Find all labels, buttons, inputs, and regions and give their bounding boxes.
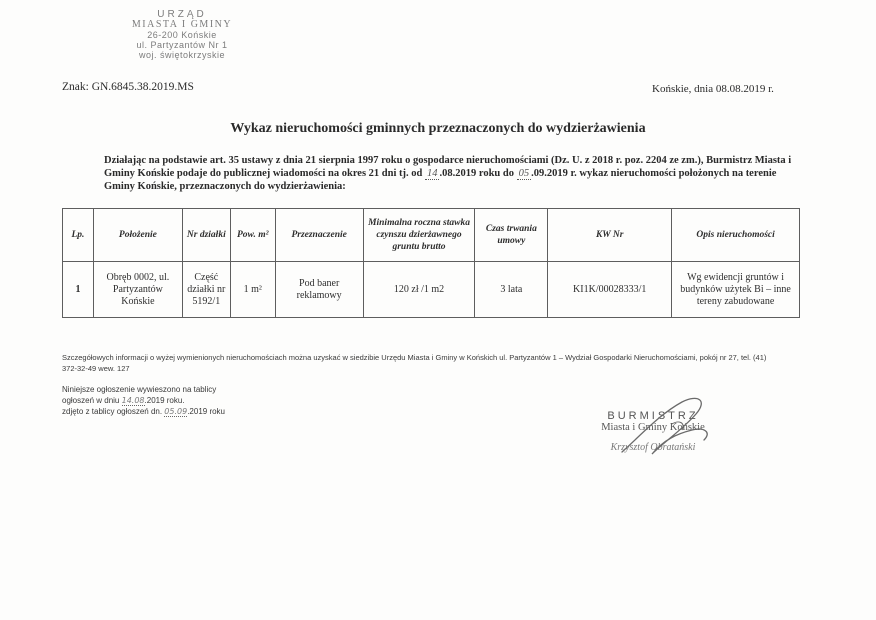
office-stamp xyxy=(112,10,252,60)
document-date: Końskie, dnia 08.08.2019 r. xyxy=(652,83,774,95)
column-header-location: Położenie xyxy=(93,209,182,262)
stamp-line: URZĄD xyxy=(157,9,207,20)
column-header-lp: Lp. xyxy=(63,209,94,262)
column-header-purpose: Przeznaczenie xyxy=(275,209,363,262)
intro-text: .09.2019 r. wykaz nieruchomości położonych na terenie Gminy Końskie, przeznaczonych do wydzierżawienia: xyxy=(104,168,777,192)
document-title: Wykaz nieruchomości gminnych przeznaczonych do wydzierżawienia xyxy=(230,121,646,136)
column-header-rent: Minimalna roczna stawka czynszu dzierżawnego gruntu brutto xyxy=(363,209,475,262)
date-from-fill: 14 xyxy=(426,168,438,179)
posting-text: zdjęto z tablicy ogłoszeń dn. xyxy=(62,407,163,416)
table-row xyxy=(63,262,800,318)
posting-line xyxy=(62,406,225,417)
column-header-duration: Czas trwania umowy xyxy=(475,209,548,262)
cell-description: Wg ewidencji gruntów i budynków użytek Bi – inne tereny zabudowane xyxy=(672,262,800,318)
contact-info: Szczegółowych informacji o wyżej wymienionych nieruchomościach można uzyskać w siedzibie Urzędu Miasta i Gminy w Końskich ul. Partyzantów 1 – Wydział Gospodarki Nieruchomościami, pokój nr 27, tel. (41) 372-32-49 wew. 127 xyxy=(62,353,767,373)
column-header-description: Opis nieruchomości xyxy=(672,209,800,262)
reference-number: Znak: GN.6845.38.2019.MS xyxy=(62,81,194,93)
cell-rent: 120 zł /1 m2 xyxy=(363,262,475,318)
mayor-title: BURMISTRZ xyxy=(607,410,699,422)
intro-text: .08.2019 roku do xyxy=(439,168,514,179)
intro-text: Działając na podstawie art. 35 ustawy z dnia 21 sierpnia 1997 roku o gospodarce nieruchomościami (Dz. U. z 2018 r. poz. 2204 ze zm.), Burmistrz Miasta i Gminy Końskie podaje do publicznej wiadomości na okres 21 dni tj. od xyxy=(104,155,792,179)
posting-text: .2019 roku. xyxy=(144,396,185,405)
stamp-line: ul. Partyzantów Nr 1 xyxy=(136,40,228,50)
column-header-plot-number: Nr działki xyxy=(182,209,230,262)
mayor-office: Miasta i Gminy Końskie xyxy=(601,422,705,433)
date-to-fill: 05 xyxy=(518,168,530,179)
stamp-line: MIASTA I GMINY xyxy=(131,19,233,30)
cell-purpose: Pod baner reklamowy xyxy=(275,262,363,318)
posting-line xyxy=(62,395,225,406)
posting-text: ogłoszeń w dniu xyxy=(62,396,120,405)
cell-location: Obręb 0002, ul. Partyzantów Końskie xyxy=(93,262,182,318)
table-header-row xyxy=(63,209,800,262)
property-table xyxy=(62,208,800,318)
stamp-line: woj. świętokrzyskie xyxy=(138,50,226,60)
posted-date-fill: 14.08 xyxy=(121,396,145,405)
cell-lp: 1 xyxy=(63,262,94,318)
column-header-land-register: KW Nr xyxy=(548,209,672,262)
column-header-area: Pow. m² xyxy=(230,209,275,262)
cell-land-register: KI1K/00028333/1 xyxy=(548,262,672,318)
removed-date-fill: 05.09 xyxy=(164,407,188,416)
posting-text: .2019 roku xyxy=(187,407,226,416)
posting-note xyxy=(62,384,225,417)
cell-area: 1 m² xyxy=(230,262,275,318)
mayor-name: Krzysztof Obratański xyxy=(610,442,696,453)
intro-paragraph xyxy=(104,154,794,193)
stamp-line: 26-200 Końskie xyxy=(147,30,217,40)
posting-line: Niniejsze ogłoszenie wywieszono na tablicy xyxy=(62,385,217,394)
cell-duration: 3 lata xyxy=(475,262,548,318)
handwritten-signature xyxy=(612,394,722,464)
cell-plot-number: Część działki nr 5192/1 xyxy=(182,262,230,318)
